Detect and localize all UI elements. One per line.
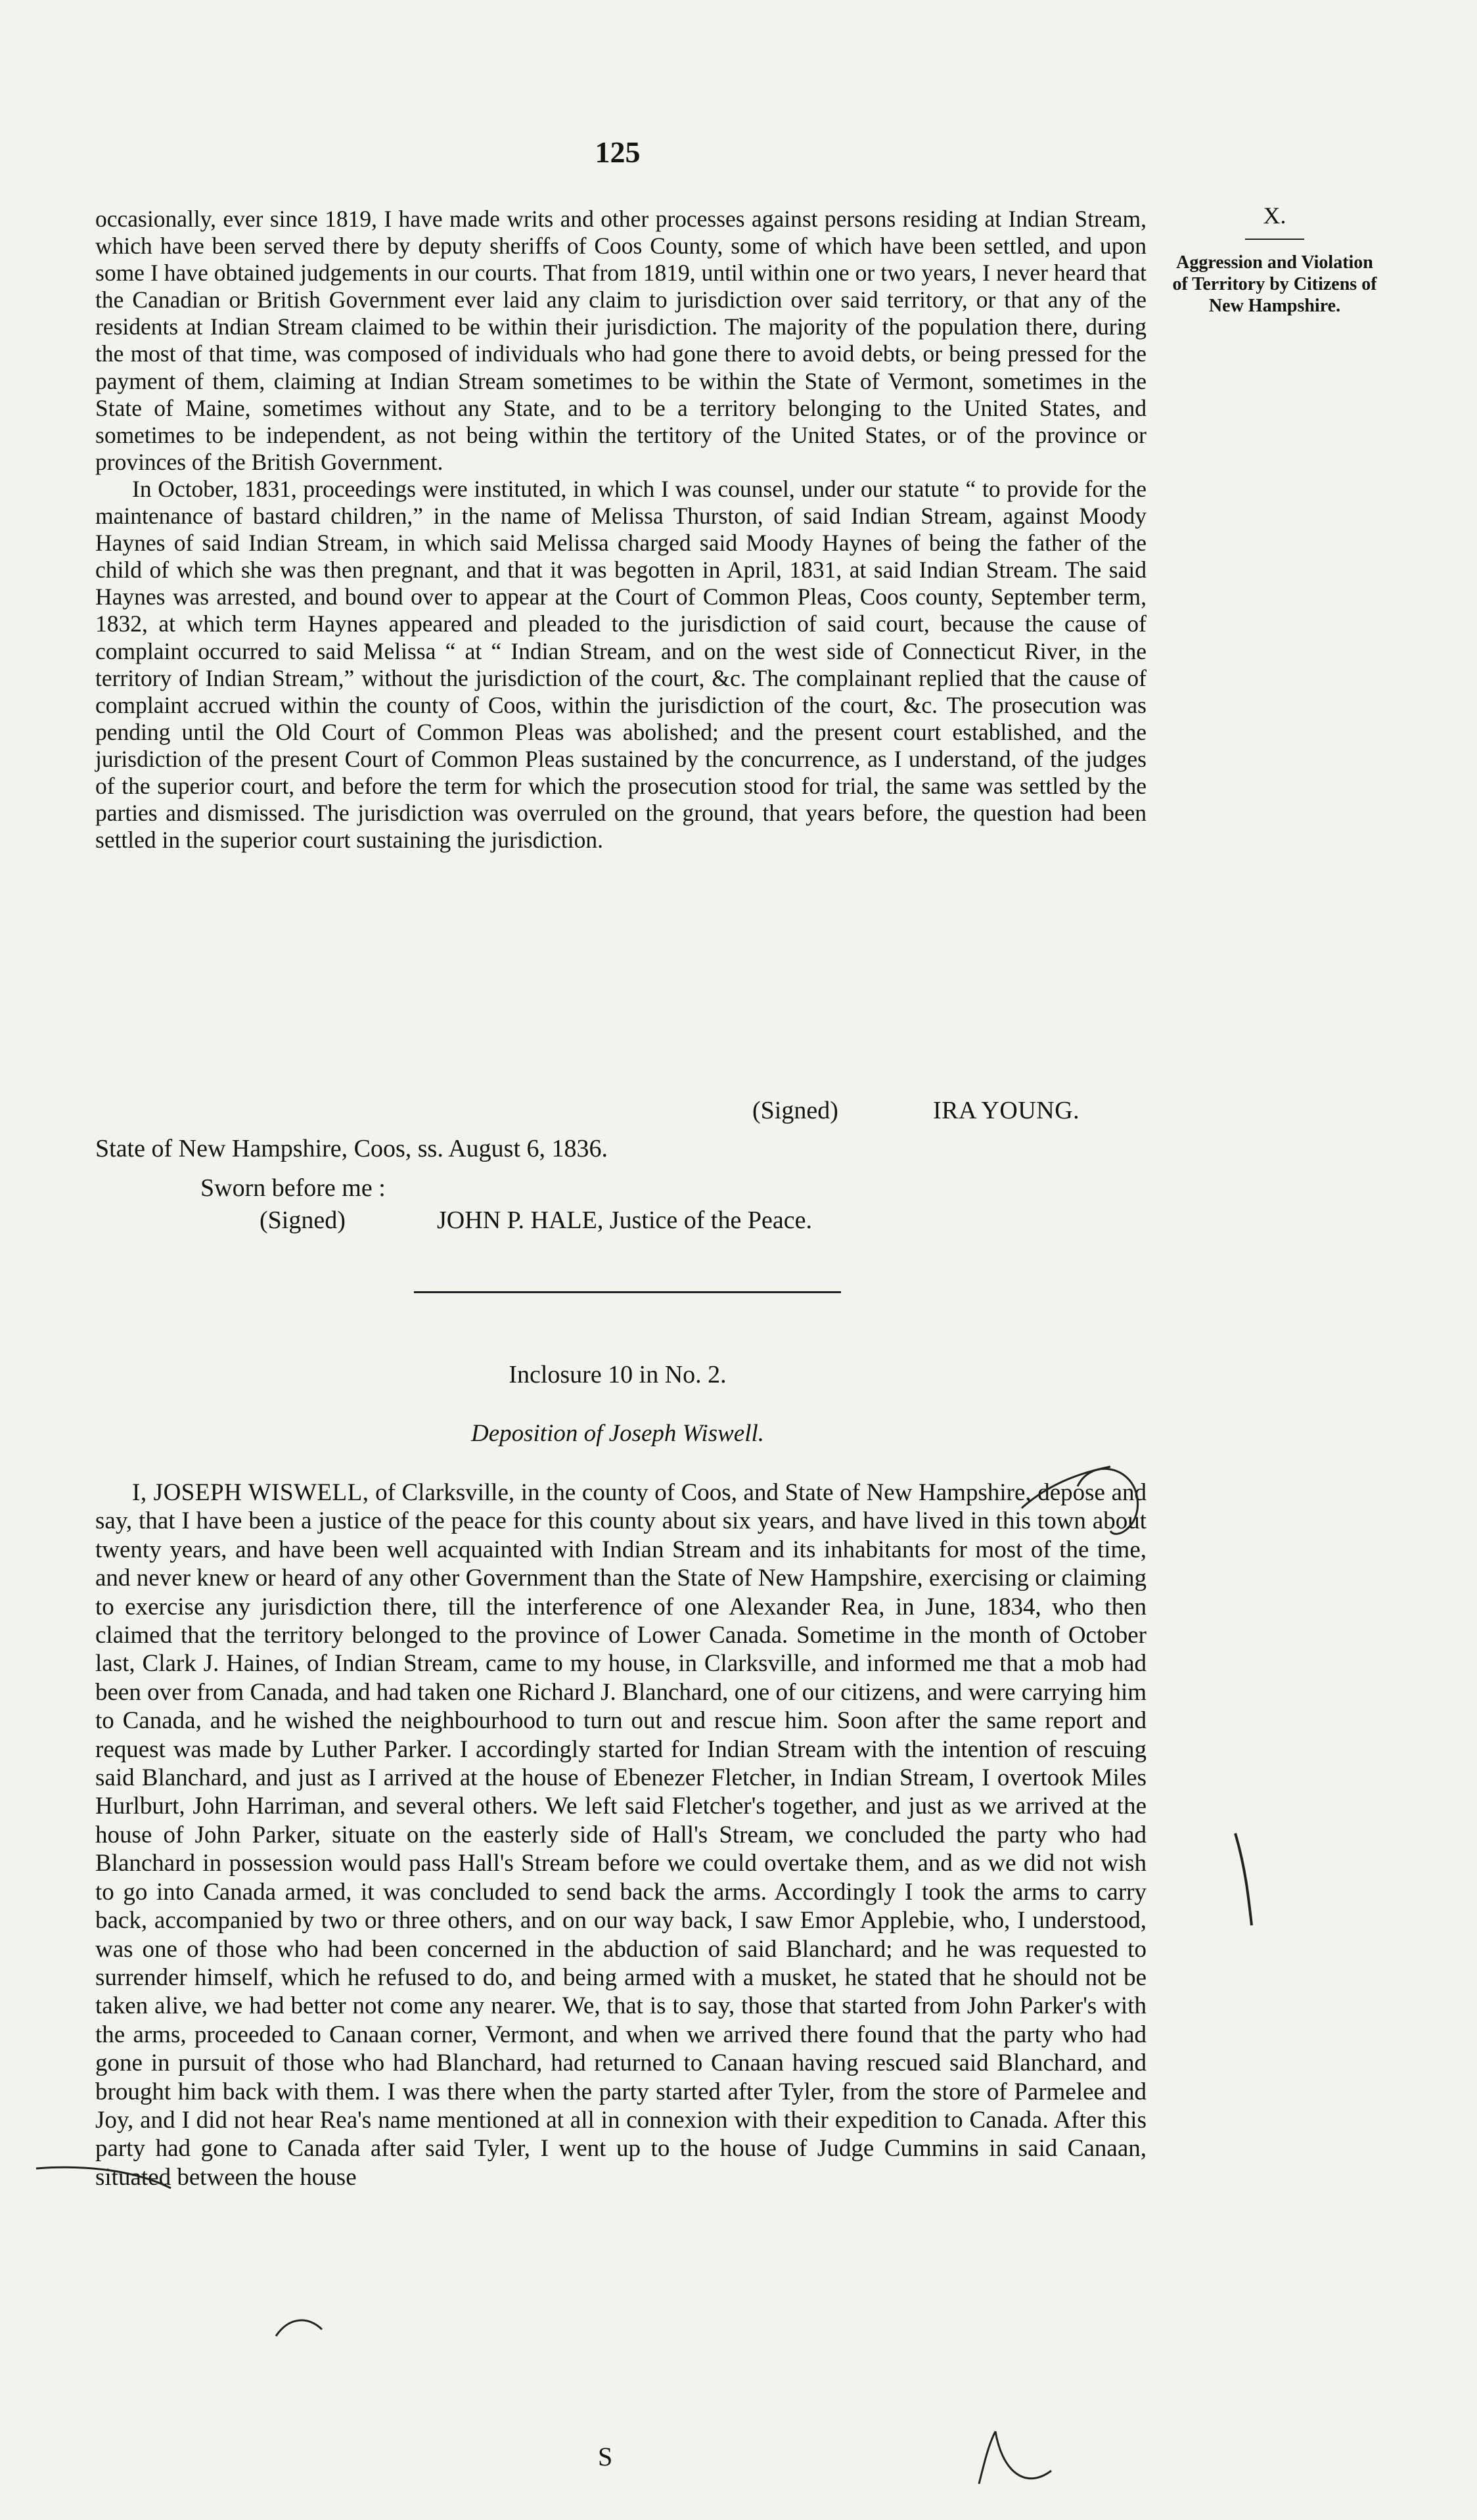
signature-mark: S <box>598 2442 613 2471</box>
page-number: 125 <box>595 135 641 169</box>
young-paragraph-2: In October, 1831, proceedings were instituted, in which I was counsel, under our statute “ to provide for the maintenance of bastard children,” in the name of Melissa Thurston, of said Indian Stream, against Moody Haynes of said Indian Stream, in which said Melissa charged said Moody Haynes of being the father of the child of which she was then pregnant, and that it was begotten in April, 1831, at said Indian Stream. The said Haynes was arrested, and bound over to appear at the Court of Common Pleas, Coos county, September term, 1832, at which term Haynes appeared and pleaded to the jurisdiction of said court, because the cause of complaint occurred to said Melissa “ at “ Indian Stream, and on the west side of Connecticut River, in the territory of Indian Stream,” without the jurisdiction of the court, &c. The complainant replied that the cause of complaint accrued within the county of Coos, within the jurisdiction of the court, &c. The prosecution was pending until the Old Court of Common Pleas was abolished; and the present court established, and the jurisdiction of the present Court of Common Pleas sustained by the concurrence, as I understand, of the judges of the superior court, and before the term for which the prosecution stood for trial, the same was settled by the parties and dismissed. The jurisdiction was overruled on the ground, that years before, the question had been settled in the superior court sustaining the jurisdiction. <box>95 475 1147 854</box>
young-deposition <box>95 206 1147 854</box>
young-sworn: Sworn before me : <box>200 1174 386 1202</box>
young-signer: IRA YOUNG. <box>933 1097 1080 1124</box>
inclosure-heading: Inclosure 10 in No. 2. <box>509 1361 727 1388</box>
young-signed-label: (Signed) <box>752 1097 838 1124</box>
sidenote-dash <box>1245 239 1304 240</box>
young-venue: State of New Hampshire, Coos, ss. August 6, 1836. <box>95 1135 608 1162</box>
section-rule <box>414 1291 841 1293</box>
wiswell-paragraph <box>95 1478 1147 2191</box>
sidenote-text: Aggression and Violation of Territory by Citizens of New Hampshire. <box>1172 252 1377 316</box>
wiswell-deposition <box>95 1478 1147 2191</box>
sidenote <box>1166 202 1383 317</box>
wiswell-lead-name: I, JOSEPH WISWELL, <box>132 1479 369 1506</box>
wiswell-paragraph-text: of Clarksville, in the county of Coos, and State of New Hampshire, depose and say, that I have been a justice of the peace for this county about six years, and have lived in this town about twenty years, and have been well acquainted with Indian Stream and its inhabitants for most of the time, and never knew or heard of any other Government than the State of New Hampshire, exercising or claiming to exercise any jurisdiction there, till the interference of one Alexander Rea, in June, 1834, who then claimed that the territory belonged to the province of Lower Canada. Sometime in the month of October last, Clark J. Haines, of Indian Stream, came to my house, in Clarksville, and informed me that a mob had been over from Canada, and had taken one Richard J. Blanchard, one of our citizens, and were carrying him to Canada, and he wished the neighbourhood to turn out and rescue him. Soon after the same report and request was made by Luther Parker. I accordingly started for Indian Stream with the intention of rescuing said Blanchard, and just as I arrived at the house of Ebenezer Fletcher, in Indian Stream, I overtook Miles Hurlburt, John Harriman, and several others. We left said Fletcher's together, and just as we arrived at the house of John Parker, situate on the easterly side of Hall's Stream, we concluded the party who had Blanchard in possession would pass Hall's Stream before we could overtake them, and as we did not wish to go into Canada armed, it was concluded to send back the arms. Accordingly I took the arms to carry back, accompanied by two or three others, and on our way back, I saw Emor Applebie, who, I understood, was one of those who had been concerned in the abduction of said Blanchard; and he was requested to surrender himself, which he refused to do, and being armed with a musket, he stated that he should not be taken alive, we had better not come any nearer. We, that is to say, those that started from John Parker's with the arms, proceeded to Canaan corner, Vermont, and when we arrived there found that the party who had gone in pursuit of those who had Blanchard, had returned to Canaan having rescued said Blanchard, and brought him back with them. I was there when the party started after Tyler, from the store of Parmelee and Joy, and I did not hear Rea's name mentioned at all in connexion with their expedition to Canada. After this party had gone to Canada after said Tyler, I went up to the house of Judge Cummins in said Canaan, situated between the house <box>95 1479 1147 2191</box>
young-paragraph-1: occasionally, ever since 1819, I have made writs and other processes against persons residing at Indian Stream, which have been served there by deputy sheriffs of Coos County, some of which have been settled, and upon some I have obtained judgements in our courts. That from 1819, until within one or two years, I never heard that the Canadian or British Government ever laid any claim to jurisdiction over said territory, or that any of the residents at Indian Stream claimed to be within their jurisdiction. The majority of the population there, during the most of that time, was composed of individuals who had gone there to avoid debts, or being pressed for the payment of them, claiming at Indian Stream sometimes to be within the State of Vermont, sometimes in the State of Maine, sometimes without any State, and to be a territory belonging to the United States, and sometimes to be independent, as not being within the tertitory of the United States, or of the province or provinces of the British Government. <box>95 206 1147 475</box>
justice-name: JOHN P. HALE, Justice of the Peace. <box>437 1206 812 1234</box>
sidenote-number: X. <box>1263 202 1286 229</box>
deposition-title: Deposition of Joseph Wiswell. <box>470 1420 765 1447</box>
justice-signed-label: (Signed) <box>260 1206 346 1234</box>
